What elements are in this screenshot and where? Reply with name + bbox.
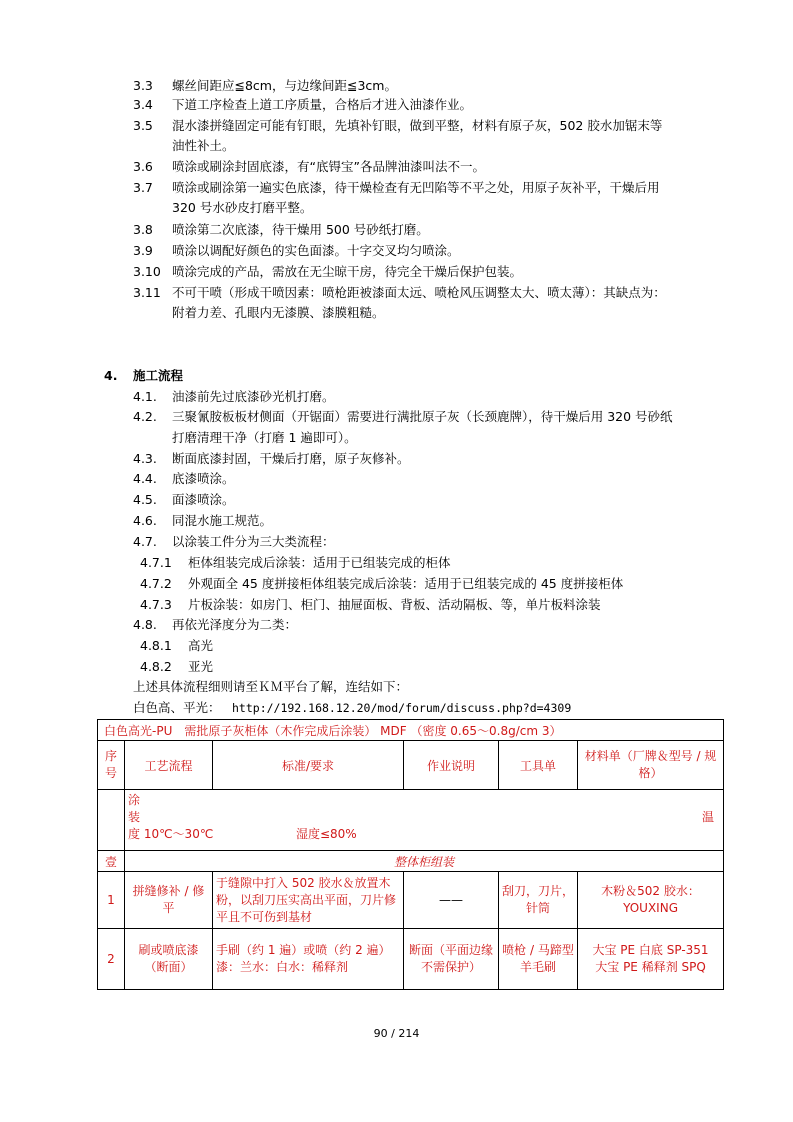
step-text: 下道工序检查上道工序质量，合格后才进入油漆作业。 bbox=[172, 97, 473, 112]
row-operation: —— bbox=[404, 872, 499, 929]
step-text: 不可干喷（形成干喷因素：喷枪距被漆面太远、喷枪风压调整太大、喷太薄）：其缺点为： bbox=[172, 285, 666, 300]
step-text: 断面底漆封固，干燥后打磨，原子灰修补。 bbox=[172, 451, 410, 466]
section-number: 4. bbox=[104, 368, 118, 383]
step-number: 4.8. bbox=[133, 617, 157, 632]
step-number: 4.7. bbox=[133, 534, 157, 549]
row-seq: 2 bbox=[98, 929, 125, 990]
step-number: 4.7.2 bbox=[140, 576, 172, 591]
step-text: 亚光 bbox=[188, 659, 214, 674]
env-humidity: 湿度≤80% bbox=[295, 827, 357, 841]
step-text: 喷涂第二次底漆，待干燥用 500 号砂纸打磨。 bbox=[172, 222, 429, 237]
step-text: 螺丝间距应≦8cm，与边缘间距≦3cm。 bbox=[172, 78, 397, 93]
step-number: 4.6. bbox=[133, 513, 157, 528]
step-text: 面漆喷涂。 bbox=[172, 492, 235, 507]
step-number: 3.8 bbox=[133, 222, 153, 237]
step-number: 4.8.2 bbox=[140, 659, 172, 674]
row-process: 刷或喷底漆（断面） bbox=[125, 929, 213, 990]
header-operation: 作业说明 bbox=[404, 741, 499, 790]
step-number: 3.6 bbox=[133, 159, 153, 174]
row-tools: 喷枪 / 马蹄型羊毛刷 bbox=[499, 929, 578, 990]
row-standard: 于缝隙中打入 502 胶水＆放置木粉，以刮刀压实高出平面，刀片修平且不可伤到基材 bbox=[213, 872, 404, 929]
step-number: 3.11 bbox=[133, 285, 161, 300]
header-seq: 序号 bbox=[98, 741, 125, 790]
step-number: 4.8.1 bbox=[140, 638, 172, 653]
row-operation: 断面（平面边缘不需保护） bbox=[404, 929, 499, 990]
step-number: 4.4. bbox=[133, 471, 157, 486]
row-standard-ratio: 漆：兰水：白水：稀释剂 bbox=[216, 960, 349, 974]
step-text: 片板涂装：如房门、柜门、抽屉面板、背板、活动隔板、等，单片板料涂装 bbox=[188, 597, 601, 612]
step-text: 320 号水砂皮打磨平整。 bbox=[172, 200, 313, 215]
step-text: 高光 bbox=[188, 638, 214, 653]
row-materials: 大宝 PE 白底 SP-351 bbox=[592, 943, 709, 957]
row-materials-thinner: 大宝 PE 稀释剂 SPQ bbox=[595, 960, 706, 974]
step-text: 油漆前先过底漆砂光机打磨。 bbox=[172, 389, 335, 404]
group-seq: 壹 bbox=[98, 851, 125, 872]
step-number: 3.9 bbox=[133, 243, 153, 258]
header-materials: 材料单（厂牌＆型号 / 规格） bbox=[578, 741, 724, 790]
table-header-row bbox=[98, 741, 724, 790]
link-label: 白色高、平光： bbox=[133, 700, 221, 715]
row-seq: 1 bbox=[98, 872, 125, 929]
group-title: 整体柜组装 bbox=[125, 851, 724, 872]
process-spec-table bbox=[97, 719, 724, 990]
table-row bbox=[98, 872, 724, 929]
page-number: 90 / 214 bbox=[373, 1027, 420, 1040]
step-number: 3.5 bbox=[133, 118, 153, 133]
step-text: 附着力差、孔眼内无漆膜、漆膜粗糙。 bbox=[172, 305, 385, 320]
env-line1: 涂 bbox=[128, 793, 141, 807]
header-process: 工艺流程 bbox=[125, 741, 213, 790]
group-row bbox=[98, 851, 724, 872]
table-row bbox=[98, 929, 724, 990]
step-number: 4.2. bbox=[133, 409, 157, 424]
step-text: 喷涂以调配好颜色的实色面漆。十字交叉均匀喷涂。 bbox=[172, 243, 460, 258]
step-number: 4.3. bbox=[133, 451, 157, 466]
step-text: 三聚氰胺板板材侧面（开锯面）需要进行满批原子灰（长颈鹿牌），待干燥后用 320 号砂纸 bbox=[172, 409, 673, 424]
step-number: 3.7 bbox=[133, 180, 153, 195]
table-title: 白色高光-PU 需批原子灰柜体（木作完成后涂装） MDF （密度 0.65～0.8g/cm 3） bbox=[98, 720, 724, 741]
step-text: 油性补土。 bbox=[172, 138, 235, 153]
environment-row bbox=[98, 790, 724, 851]
step-text: 柜体组装完成后涂装：适用于已组装完成的柜体 bbox=[188, 555, 451, 570]
step-text: 打磨清理干净（打磨 1 遍即可）。 bbox=[172, 430, 357, 445]
step-text: 喷涂或刷涂第一遍实色底漆，待干燥检查有无凹陷等不平之处，用原子灰补平，干燥后用 bbox=[172, 180, 660, 195]
step-number: 3.10 bbox=[133, 264, 161, 279]
step-number: 4.7.3 bbox=[140, 597, 172, 612]
row-materials: 木粉＆502 胶水：YOUXING bbox=[578, 872, 724, 929]
section-title: 施工流程 bbox=[133, 368, 184, 383]
env-line2: 装 bbox=[128, 810, 141, 824]
km-link[interactable]: http://192.168.12.20/mod/forum/discuss.php?d=4309 bbox=[232, 701, 572, 715]
row-standard: 手刷（约 1 遍）或喷（约 2 遍） bbox=[216, 943, 391, 957]
km-note: 上述具体流程细则请至ＫＭ平台了解，连结如下： bbox=[133, 679, 409, 694]
step-number: 4.7.1 bbox=[140, 555, 172, 570]
header-standard: 标准/要求 bbox=[213, 741, 404, 790]
row-process: 拼缝修补 / 修平 bbox=[125, 872, 213, 929]
step-text: 喷涂或刷涂封固底漆，有“底锝宝”各品牌油漆叫法不一。 bbox=[172, 159, 485, 174]
step-number: 4.5. bbox=[133, 492, 157, 507]
step-number: 3.4 bbox=[133, 97, 153, 112]
step-number: 4.1. bbox=[133, 389, 157, 404]
step-text: 再依光泽度分为二类： bbox=[172, 617, 298, 632]
row-tools: 刮刀，刀片，针筒 bbox=[499, 872, 578, 929]
step-text: 喷涂完成的产品，需放在无尘晾干房，待完全干燥后保护包装。 bbox=[172, 264, 523, 279]
header-tools: 工具单 bbox=[499, 741, 578, 790]
env-temperature: 度 10℃～30℃ bbox=[128, 827, 214, 841]
step-text: 混水漆拼缝固定可能有钉眼，先填补钉眼，做到平整，材料有原子灰，502 胶水加锯末等 bbox=[172, 118, 663, 133]
step-text: 外观面全 45 度拼接柜体组装完成后涂装：适用于已组装完成的 45 度拼接柜体 bbox=[188, 576, 624, 591]
step-number: 3.3 bbox=[133, 78, 153, 93]
step-text: 以涂装工件分为三大类流程： bbox=[172, 534, 335, 549]
step-text: 同混水施工规范。 bbox=[172, 513, 273, 528]
step-text: 底漆喷涂。 bbox=[172, 471, 235, 486]
env-temp-label: 温 bbox=[702, 810, 715, 824]
